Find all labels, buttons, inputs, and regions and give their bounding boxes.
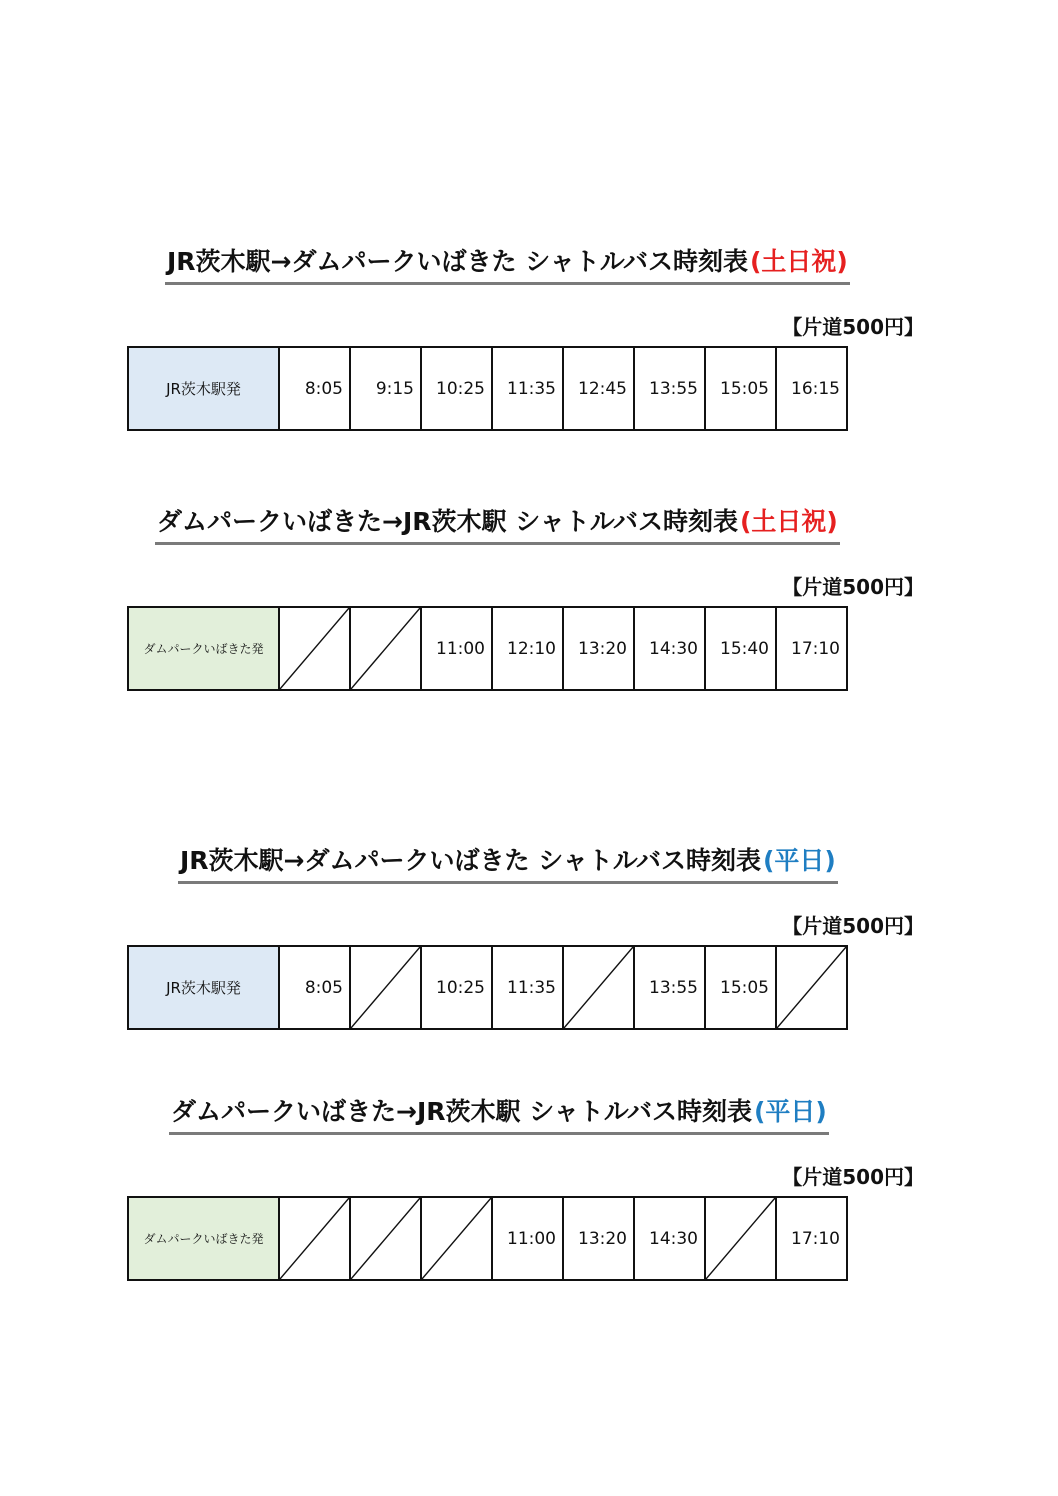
time-cell: 13:55 (634, 946, 705, 1029)
row-label: JR茨木駅発 (128, 347, 279, 430)
time-cell: 14:30 (634, 607, 705, 690)
row-label: ダムパークいばきた発 (128, 607, 279, 690)
table-row (128, 946, 847, 1029)
time-cell: 13:20 (563, 1197, 634, 1280)
no-service-cell (776, 946, 847, 1029)
time-cell: 13:20 (563, 607, 634, 690)
title-main: ダムパークいばきた→JR茨木駅 シャトルバス時刻表 (157, 507, 738, 536)
time-cell: 17:10 (776, 1197, 847, 1280)
time-cell: 12:45 (563, 347, 634, 430)
title-accent: (平日) (762, 846, 836, 875)
time-cell: 16:15 (776, 347, 847, 430)
timetable (127, 945, 848, 1030)
time-cell: 15:40 (705, 607, 776, 690)
no-service-slash (351, 947, 420, 1028)
time-cell: 12:10 (492, 607, 563, 690)
time-cell: 10:25 (421, 347, 492, 430)
time-cell: 11:35 (492, 946, 563, 1029)
no-service-cell (350, 946, 421, 1029)
section-title (178, 841, 838, 884)
time-cell: 13:55 (634, 347, 705, 430)
no-service-cell (279, 607, 350, 690)
no-service-slash (422, 1198, 491, 1279)
title-accent: (土日祝) (739, 507, 838, 536)
no-service-slash (706, 1198, 775, 1279)
no-service-slash (564, 947, 633, 1028)
title-accent: (土日祝) (749, 247, 848, 276)
time-cell: 10:25 (421, 946, 492, 1029)
time-cell: 17:10 (776, 607, 847, 690)
section-title (155, 502, 840, 545)
no-service-cell (350, 1197, 421, 1280)
title-main: ダムパークいばきた→JR茨木駅 シャトルバス時刻表 (171, 1097, 752, 1126)
time-cell: 14:30 (634, 1197, 705, 1280)
title-main: JR茨木駅→ダムパークいばきた シャトルバス時刻表 (180, 846, 761, 875)
section-title (165, 242, 850, 285)
fare-label: 【片道500円】 (782, 575, 924, 599)
table-row (128, 347, 847, 430)
time-cell: 8:05 (279, 347, 350, 430)
section-title (169, 1092, 829, 1135)
no-service-slash (280, 608, 349, 689)
time-cell: 9:15 (350, 347, 421, 430)
time-cell: 15:05 (705, 347, 776, 430)
no-service-cell (350, 607, 421, 690)
timetable (127, 346, 848, 431)
no-service-slash (351, 608, 420, 689)
time-cell: 11:35 (492, 347, 563, 430)
fare-label: 【片道500円】 (782, 1165, 924, 1189)
no-service-slash (351, 1198, 420, 1279)
time-cell: 11:00 (492, 1197, 563, 1280)
title-main: JR茨木駅→ダムパークいばきた シャトルバス時刻表 (167, 247, 748, 276)
row-label: ダムパークいばきた発 (128, 1197, 279, 1280)
row-label: JR茨木駅発 (128, 946, 279, 1029)
timetable (127, 606, 848, 691)
no-service-cell (279, 1197, 350, 1280)
no-service-slash (280, 1198, 349, 1279)
no-service-cell (563, 946, 634, 1029)
timetable (127, 1196, 848, 1281)
time-cell: 8:05 (279, 946, 350, 1029)
title-accent: (平日) (753, 1097, 827, 1126)
no-service-cell (421, 1197, 492, 1280)
no-service-cell (705, 1197, 776, 1280)
fare-label: 【片道500円】 (782, 914, 924, 938)
no-service-slash (777, 947, 846, 1028)
time-cell: 11:00 (421, 607, 492, 690)
fare-label: 【片道500円】 (782, 315, 924, 339)
table-row (128, 1197, 847, 1280)
table-row (128, 607, 847, 690)
time-cell: 15:05 (705, 946, 776, 1029)
